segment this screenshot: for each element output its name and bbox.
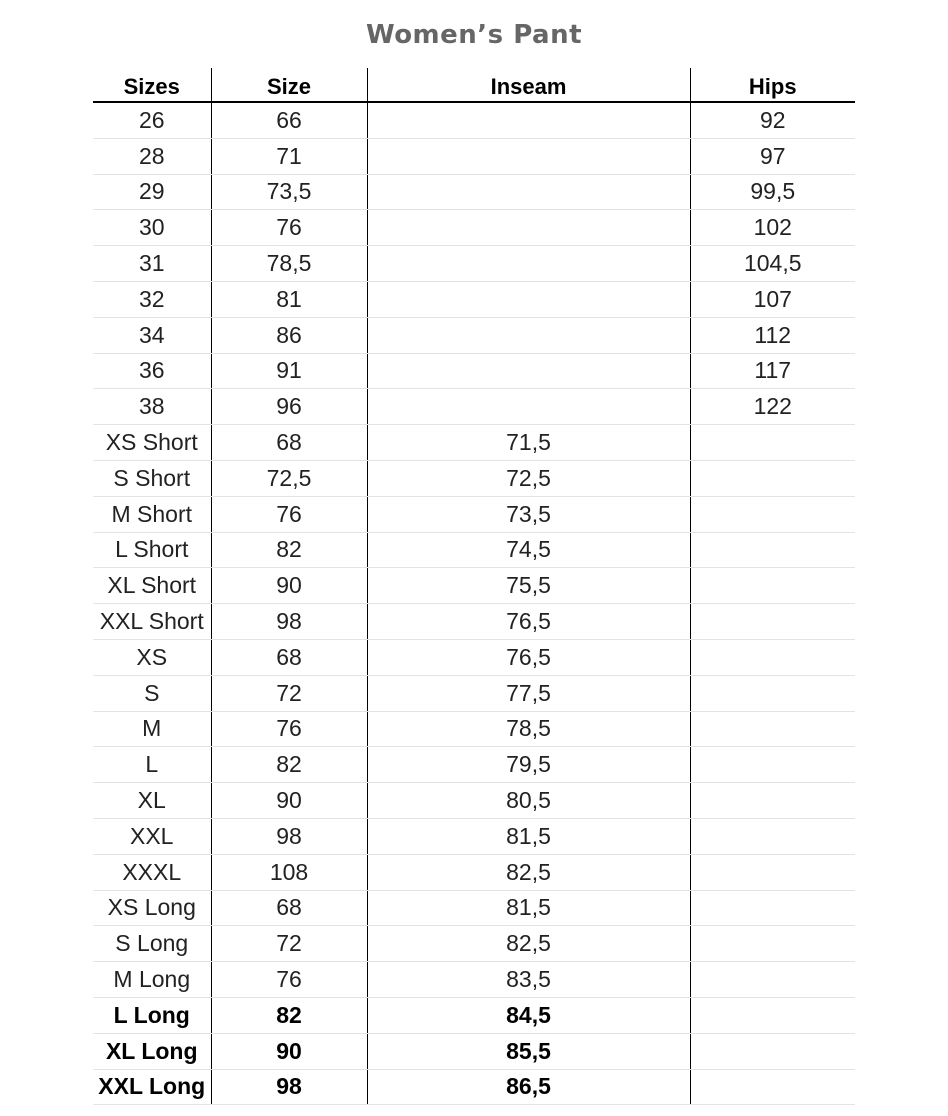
cell-sizes: XS Short: [93, 425, 211, 461]
cell-sizes: XXL Long: [93, 1069, 211, 1105]
cell-hips: [690, 962, 855, 998]
table-row: [93, 317, 855, 353]
cell-hips: [690, 425, 855, 461]
cell-hips: 122: [690, 389, 855, 425]
table-row: [93, 425, 855, 461]
cell-hips: 117: [690, 353, 855, 389]
cell-size: 72: [211, 675, 367, 711]
cell-sizes: XL Long: [93, 1033, 211, 1069]
cell-inseam: 76,5: [367, 604, 690, 640]
table-row: [93, 854, 855, 890]
cell-inseam: 81,5: [367, 818, 690, 854]
table-row: [93, 747, 855, 783]
cell-sizes: 26: [93, 102, 211, 138]
cell-size: 66: [211, 102, 367, 138]
cell-size: 90: [211, 1033, 367, 1069]
cell-hips: [690, 926, 855, 962]
cell-inseam: [367, 174, 690, 210]
table-row: [93, 926, 855, 962]
cell-size: 98: [211, 1069, 367, 1105]
table-row: [93, 210, 855, 246]
cell-size: 71: [211, 138, 367, 174]
table-row: [93, 890, 855, 926]
cell-sizes: XXL: [93, 818, 211, 854]
table-row: [93, 568, 855, 604]
cell-hips: [690, 532, 855, 568]
table-row: [93, 246, 855, 282]
table-row: [93, 818, 855, 854]
table-row: [93, 962, 855, 998]
cell-hips: 102: [690, 210, 855, 246]
table-row: [93, 604, 855, 640]
cell-size: 96: [211, 389, 367, 425]
cell-inseam: 83,5: [367, 962, 690, 998]
table-row: [93, 532, 855, 568]
cell-size: 82: [211, 747, 367, 783]
cell-inseam: [367, 102, 690, 138]
table-row: [93, 711, 855, 747]
cell-inseam: 81,5: [367, 890, 690, 926]
cell-inseam: 72,5: [367, 460, 690, 496]
column-header-size: Size: [211, 68, 367, 102]
cell-sizes: XS Long: [93, 890, 211, 926]
cell-inseam: 78,5: [367, 711, 690, 747]
cell-size: 90: [211, 783, 367, 819]
cell-sizes: 31: [93, 246, 211, 282]
cell-sizes: L Long: [93, 997, 211, 1033]
cell-size: 108: [211, 854, 367, 890]
cell-size: 68: [211, 425, 367, 461]
table-row: [93, 639, 855, 675]
column-header-inseam: Inseam: [367, 68, 690, 102]
cell-size: 76: [211, 962, 367, 998]
cell-size: 82: [211, 997, 367, 1033]
cell-hips: [690, 997, 855, 1033]
cell-size: 72: [211, 926, 367, 962]
cell-sizes: 28: [93, 138, 211, 174]
cell-inseam: [367, 246, 690, 282]
cell-sizes: XS: [93, 639, 211, 675]
table-row: [93, 174, 855, 210]
column-header-hips: Hips: [690, 68, 855, 102]
cell-sizes: 36: [93, 353, 211, 389]
cell-size: 86: [211, 317, 367, 353]
cell-sizes: 32: [93, 281, 211, 317]
table-row: [93, 496, 855, 532]
cell-sizes: XL: [93, 783, 211, 819]
table-row: [93, 389, 855, 425]
table-row: [93, 1069, 855, 1105]
cell-hips: [690, 818, 855, 854]
cell-sizes: S Long: [93, 926, 211, 962]
cell-inseam: 82,5: [367, 926, 690, 962]
cell-sizes: M Long: [93, 962, 211, 998]
table-row: [93, 353, 855, 389]
cell-size: 81: [211, 281, 367, 317]
cell-inseam: 71,5: [367, 425, 690, 461]
cell-hips: [690, 604, 855, 640]
cell-hips: [690, 568, 855, 604]
cell-hips: 112: [690, 317, 855, 353]
table-row: [93, 997, 855, 1033]
cell-sizes: XXXL: [93, 854, 211, 890]
table-row: [93, 102, 855, 138]
cell-hips: [690, 639, 855, 675]
table-row: [93, 1033, 855, 1069]
cell-sizes: XXL Short: [93, 604, 211, 640]
cell-inseam: 76,5: [367, 639, 690, 675]
cell-inseam: [367, 353, 690, 389]
cell-hips: [690, 854, 855, 890]
cell-hips: 107: [690, 281, 855, 317]
table-body: [93, 102, 855, 1105]
cell-hips: [690, 460, 855, 496]
cell-sizes: M Short: [93, 496, 211, 532]
cell-hips: 92: [690, 102, 855, 138]
cell-sizes: S: [93, 675, 211, 711]
cell-inseam: [367, 210, 690, 246]
table-header-row: [93, 68, 855, 102]
cell-hips: [690, 1069, 855, 1105]
cell-sizes: M: [93, 711, 211, 747]
cell-inseam: 79,5: [367, 747, 690, 783]
table-row: [93, 138, 855, 174]
cell-sizes: L: [93, 747, 211, 783]
cell-size: 91: [211, 353, 367, 389]
cell-hips: [690, 496, 855, 532]
cell-size: 78,5: [211, 246, 367, 282]
cell-hips: 99,5: [690, 174, 855, 210]
cell-size: 68: [211, 639, 367, 675]
cell-inseam: 82,5: [367, 854, 690, 890]
cell-hips: [690, 1033, 855, 1069]
cell-inseam: 80,5: [367, 783, 690, 819]
cell-hips: [690, 783, 855, 819]
cell-size: 73,5: [211, 174, 367, 210]
size-chart-table: [93, 68, 855, 1105]
cell-inseam: 75,5: [367, 568, 690, 604]
cell-inseam: 77,5: [367, 675, 690, 711]
cell-inseam: [367, 317, 690, 353]
page-title: Women’s Pant: [365, 20, 583, 50]
cell-size: 76: [211, 711, 367, 747]
cell-size: 72,5: [211, 460, 367, 496]
cell-hips: 97: [690, 138, 855, 174]
cell-hips: [690, 747, 855, 783]
table-row: [93, 783, 855, 819]
table-row: [93, 460, 855, 496]
cell-inseam: 85,5: [367, 1033, 690, 1069]
table-row: [93, 281, 855, 317]
cell-size: 90: [211, 568, 367, 604]
column-header-sizes: Sizes: [93, 68, 211, 102]
cell-sizes: XL Short: [93, 568, 211, 604]
cell-inseam: [367, 138, 690, 174]
cell-inseam: [367, 281, 690, 317]
cell-sizes: S Short: [93, 460, 211, 496]
cell-size: 98: [211, 818, 367, 854]
cell-hips: [690, 890, 855, 926]
cell-inseam: 73,5: [367, 496, 690, 532]
cell-size: 98: [211, 604, 367, 640]
cell-inseam: 74,5: [367, 532, 690, 568]
cell-size: 76: [211, 496, 367, 532]
cell-hips: [690, 675, 855, 711]
cell-sizes: L Short: [93, 532, 211, 568]
cell-size: 68: [211, 890, 367, 926]
table-row: [93, 675, 855, 711]
cell-hips: 104,5: [690, 246, 855, 282]
cell-sizes: 38: [93, 389, 211, 425]
cell-sizes: 30: [93, 210, 211, 246]
cell-size: 76: [211, 210, 367, 246]
cell-inseam: 86,5: [367, 1069, 690, 1105]
cell-sizes: 34: [93, 317, 211, 353]
cell-inseam: [367, 389, 690, 425]
cell-size: 82: [211, 532, 367, 568]
cell-hips: [690, 711, 855, 747]
cell-sizes: 29: [93, 174, 211, 210]
cell-inseam: 84,5: [367, 997, 690, 1033]
